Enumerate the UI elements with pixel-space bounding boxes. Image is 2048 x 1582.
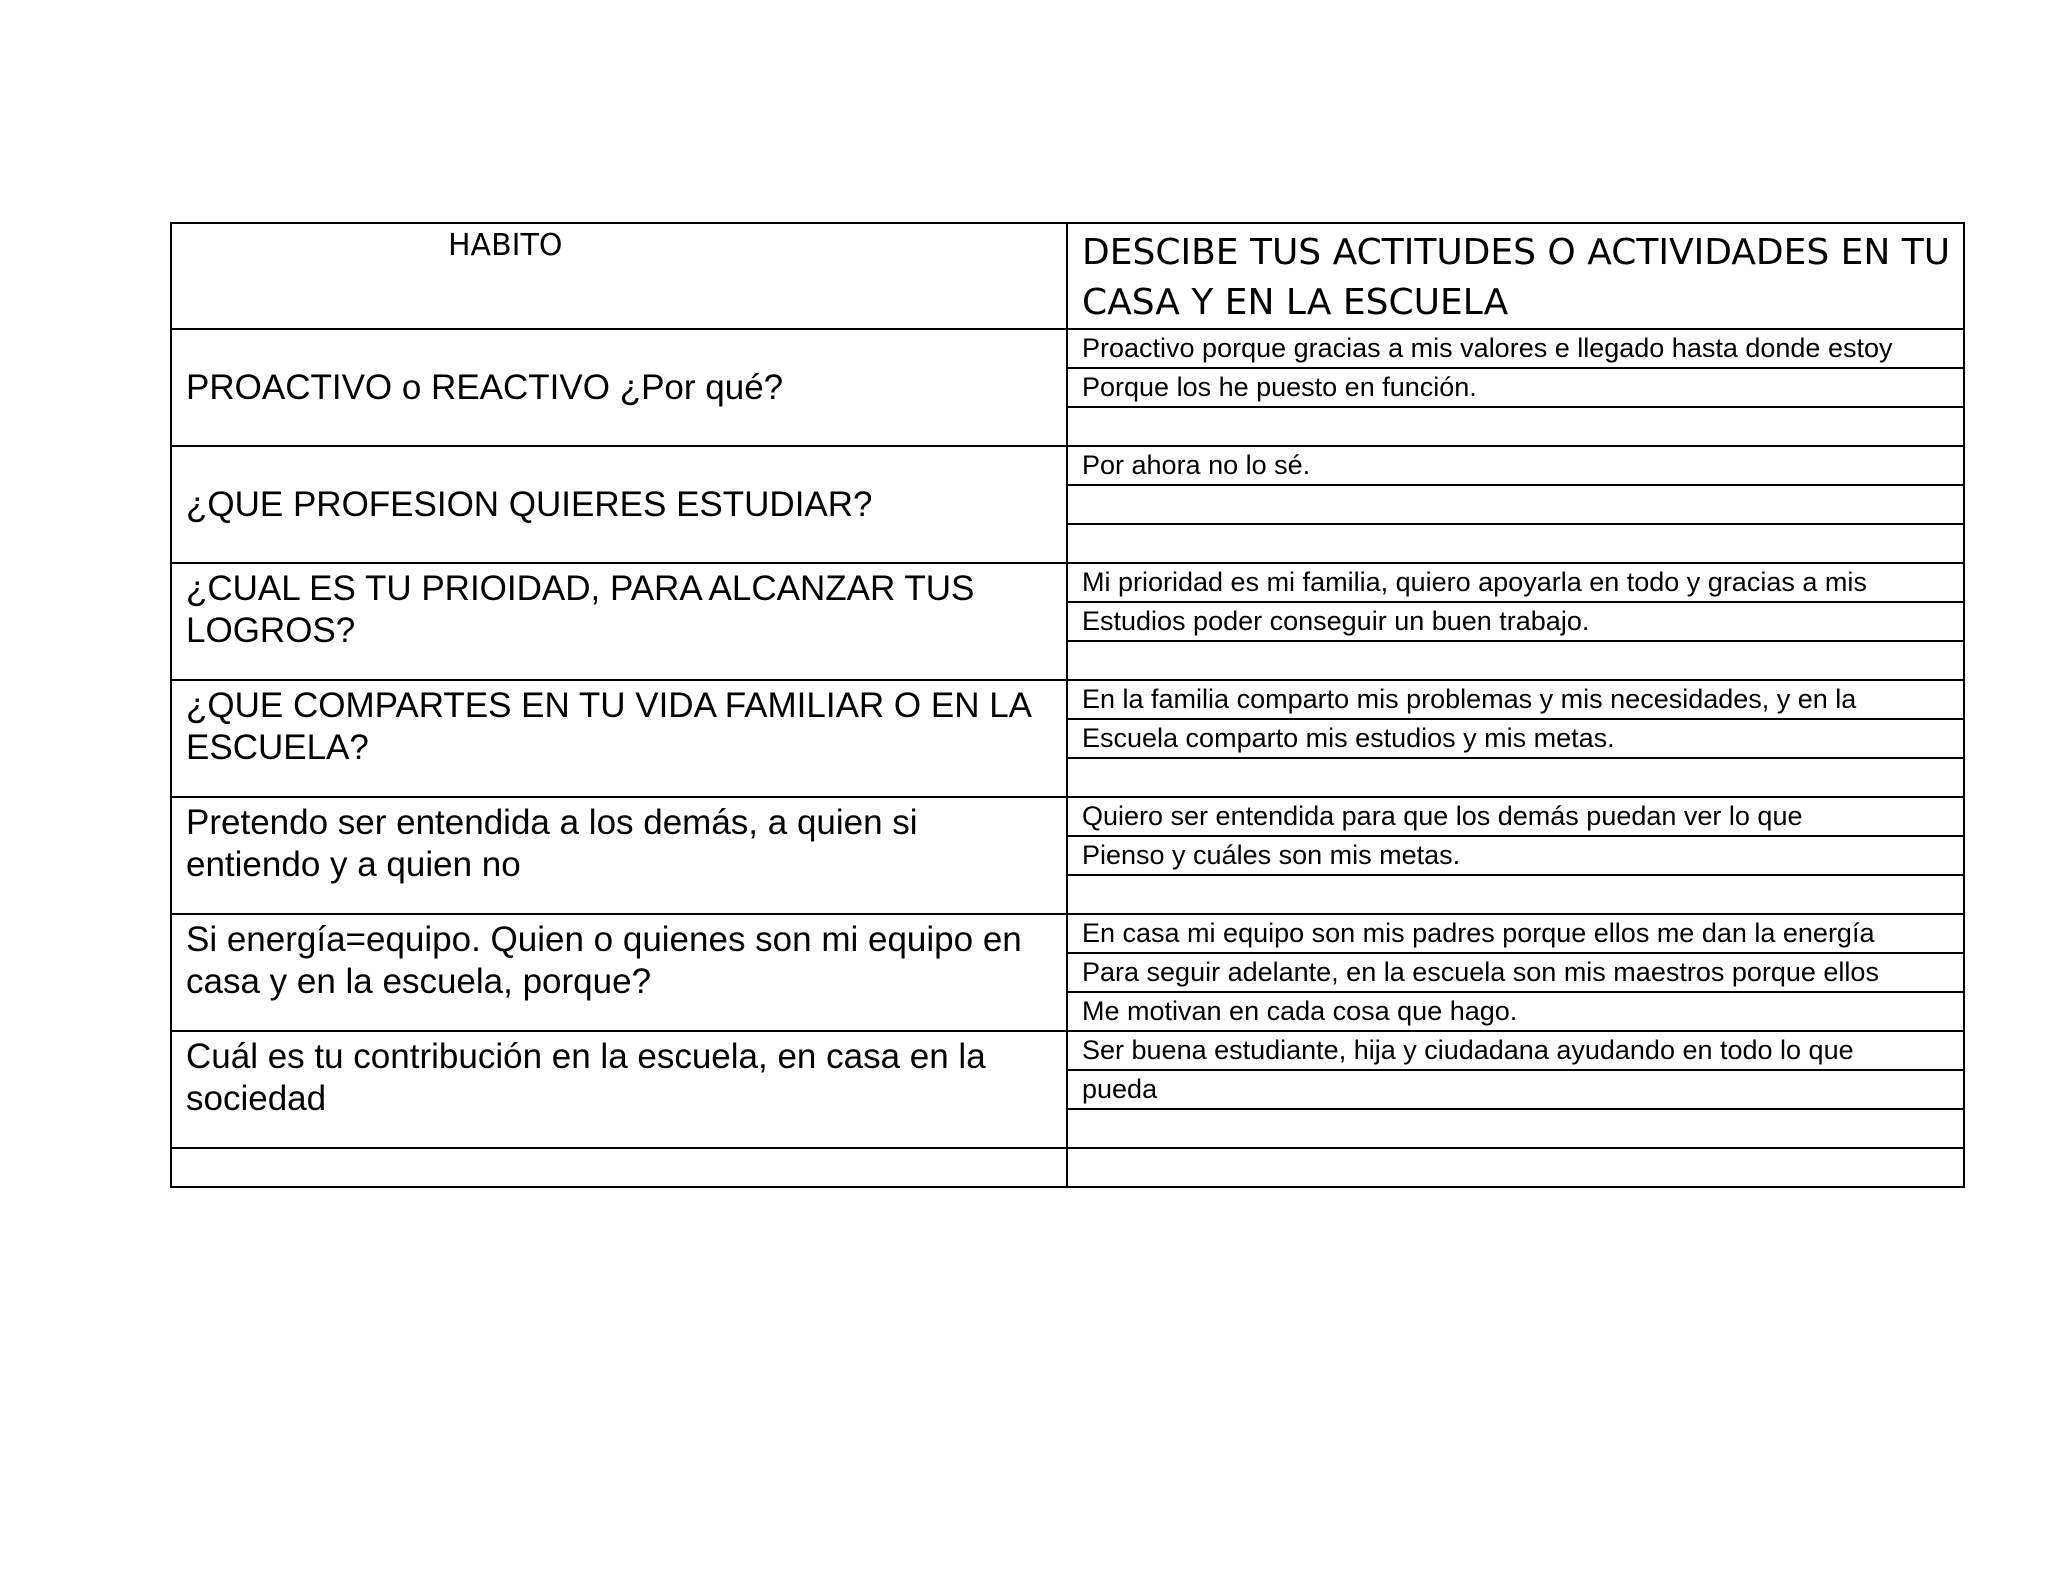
- answer-line: Proactivo porque gracias a mis valores e llegado hasta donde estoy: [1067, 329, 1964, 368]
- table-row: [171, 446, 1964, 485]
- table-row: [171, 1031, 1964, 1070]
- answer-line: Porque los he puesto en función.: [1067, 368, 1964, 407]
- answer-line: pueda: [1067, 1070, 1964, 1109]
- header-describe-cell: DESCIBE TUS ACTITUDES O ACTIVIDADES EN TU CASA Y EN LA ESCUELA: [1067, 223, 1964, 329]
- answer-line: [1067, 485, 1964, 524]
- header-row: [171, 223, 1964, 329]
- answer-line: En la familia comparto mis problemas y mis necesidades, y en la: [1067, 680, 1964, 719]
- answer-line: Ser buena estudiante, hija y ciudadana ayudando en todo lo que: [1067, 1031, 1964, 1070]
- answer-line: Quiero ser entendida para que los demás puedan ver lo que: [1067, 797, 1964, 836]
- answer-line: [1067, 524, 1964, 563]
- table-row: [171, 797, 1964, 836]
- question-cell: ¿QUE PROFESION QUIERES ESTUDIAR?: [171, 446, 1067, 563]
- question-cell: ¿CUAL ES TU PRIOIDAD, PARA ALCANZAR TUS LOGROS?: [171, 563, 1067, 680]
- answer-line: [1067, 641, 1964, 680]
- header-habit-cell: [171, 223, 1067, 329]
- question-cell: Pretendo ser entendida a los demás, a quien si entiendo y a quien no: [171, 797, 1067, 914]
- answer-line: Pienso y cuáles son mis metas.: [1067, 836, 1964, 875]
- table-row: [171, 563, 1964, 602]
- answer-line: Me motivan en cada cosa que hago.: [1067, 992, 1964, 1031]
- question-cell: Si energía=equipo. Quien o quienes son mi equipo en casa y en la escuela, porque?: [171, 914, 1067, 1031]
- answer-line: [1067, 758, 1964, 797]
- question-cell: ¿QUE COMPARTES EN TU VIDA FAMILIAR O EN LA ESCUELA?: [171, 680, 1067, 797]
- habit-table: [170, 222, 1965, 1188]
- answer-line: Para seguir adelante, en la escuela son mis maestros porque ellos: [1067, 953, 1964, 992]
- question-cell: PROACTIVO o REACTIVO ¿Por qué?: [171, 329, 1067, 446]
- document-page: [170, 222, 1963, 1188]
- answer-line: Estudios poder conseguir un buen trabajo.: [1067, 602, 1964, 641]
- answer-line: En casa mi equipo son mis padres porque ellos me dan la energía: [1067, 914, 1964, 953]
- header-habit-label: HABITO: [448, 228, 563, 263]
- blank-cell: [1067, 1148, 1964, 1187]
- blank-cell: [171, 1148, 1067, 1187]
- table-row: [171, 680, 1964, 719]
- question-cell: Cuál es tu contribución en la escuela, en casa en la sociedad: [171, 1031, 1067, 1148]
- answer-line: Mi prioridad es mi familia, quiero apoyarla en todo y gracias a mis: [1067, 563, 1964, 602]
- blank-row: [171, 1148, 1964, 1187]
- answer-line: [1067, 407, 1964, 446]
- table-row: [171, 914, 1964, 953]
- answer-line: [1067, 875, 1964, 914]
- answer-line: Por ahora no lo sé.: [1067, 446, 1964, 485]
- answer-line: Escuela comparto mis estudios y mis metas.: [1067, 719, 1964, 758]
- table-row: [171, 329, 1964, 368]
- answer-line: [1067, 1109, 1964, 1148]
